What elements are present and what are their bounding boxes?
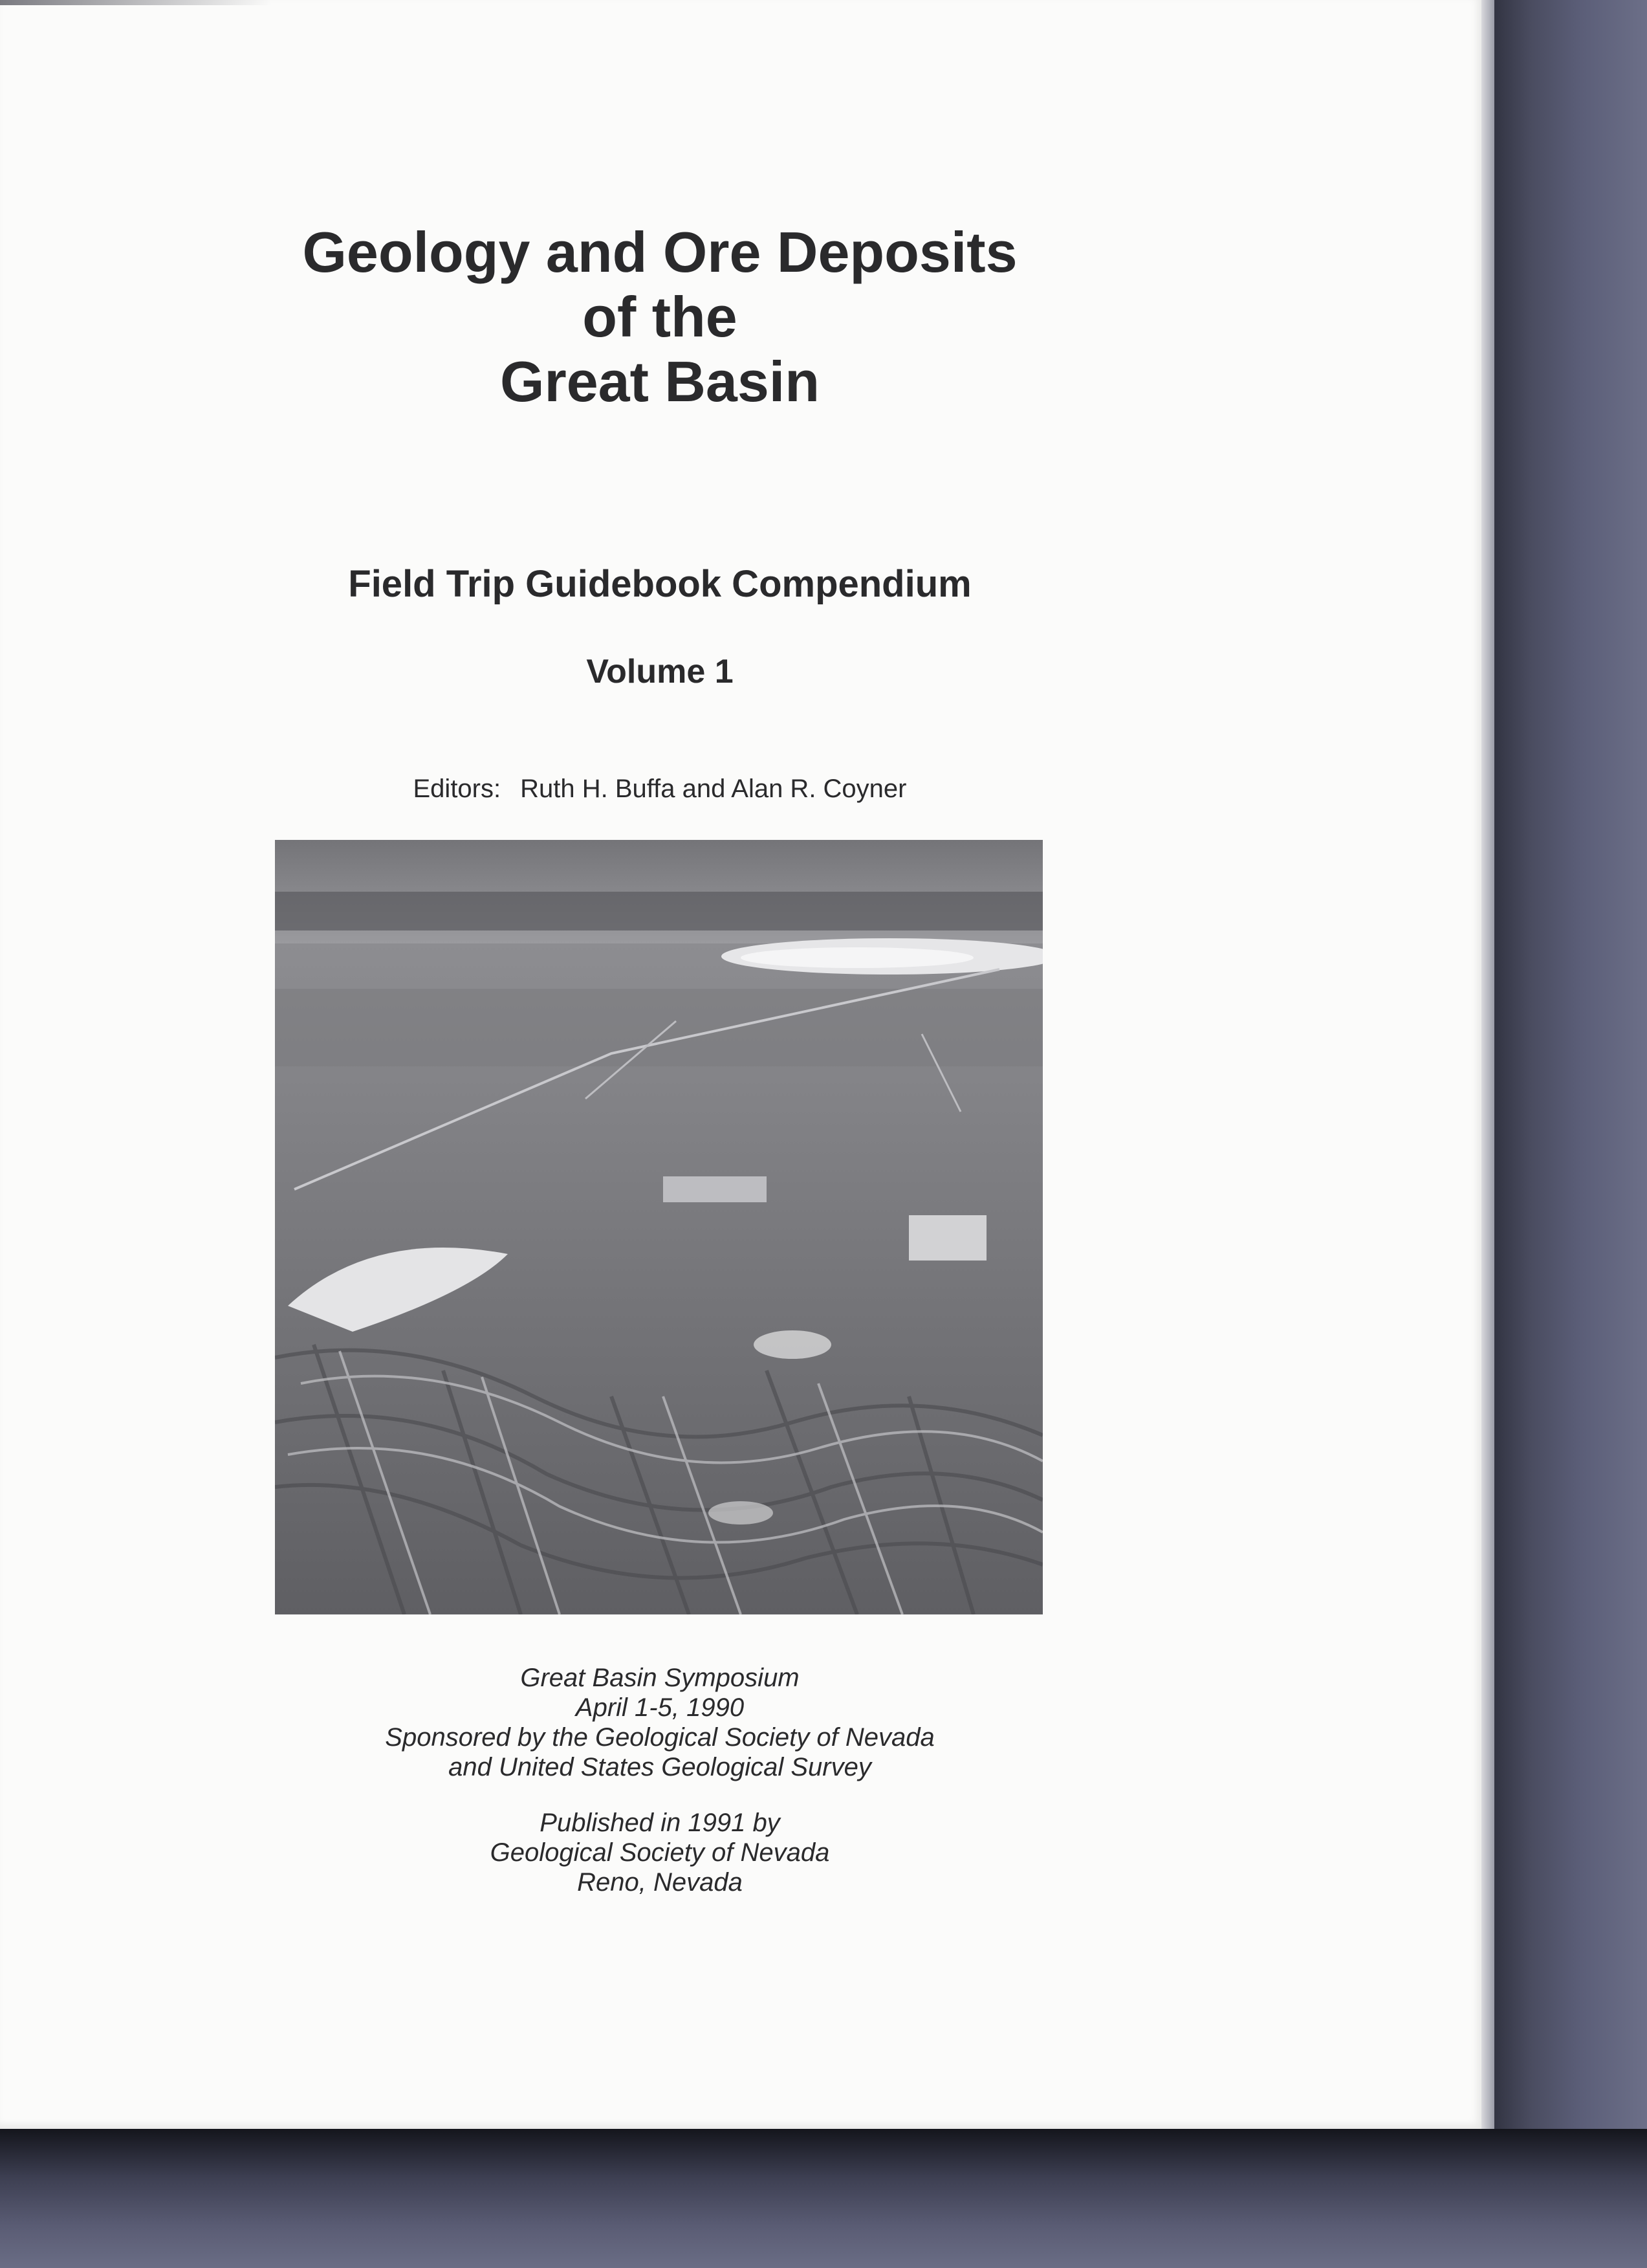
symposium-name: Great Basin Symposium xyxy=(520,1664,800,1692)
book-title xyxy=(259,220,1061,414)
editors-names: Ruth H. Buffa and Alan R. Coyner xyxy=(520,775,907,803)
editors-label: Editors: xyxy=(413,775,501,803)
sponsor-line-2: and United States Geological Survey xyxy=(448,1753,871,1781)
scanner-bed-bottom xyxy=(0,2129,1647,2268)
book-title-line-2: of the xyxy=(582,285,737,349)
book-title-line-3: Great Basin xyxy=(500,349,820,413)
aerial-landscape-photo xyxy=(275,840,1043,1614)
publication-caption xyxy=(259,1663,1061,1897)
symposium-dates: April 1-5, 1990 xyxy=(575,1693,745,1722)
aerial-photo-graphic xyxy=(275,840,1043,1614)
publisher-line-1: Published in 1991 by xyxy=(540,1809,780,1837)
volume-number: Volume 1 xyxy=(586,653,734,690)
caption-spacer xyxy=(259,1782,1061,1808)
publisher-line-3: Reno, Nevada xyxy=(577,1868,743,1897)
book-subtitle: Field Trip Guidebook Compendium xyxy=(348,563,972,605)
page-top-shadow xyxy=(0,0,272,5)
page-right-edge xyxy=(1481,0,1494,2129)
book-title-line-1: Geology and Ore Deposits xyxy=(302,220,1018,284)
editors-line xyxy=(259,772,1061,806)
sponsor-line-1: Sponsored by the Geological Society of Nevada xyxy=(385,1723,935,1752)
publisher-line-2: Geological Society of Nevada xyxy=(490,1838,830,1867)
scanner-bed-right xyxy=(1481,0,1647,2268)
